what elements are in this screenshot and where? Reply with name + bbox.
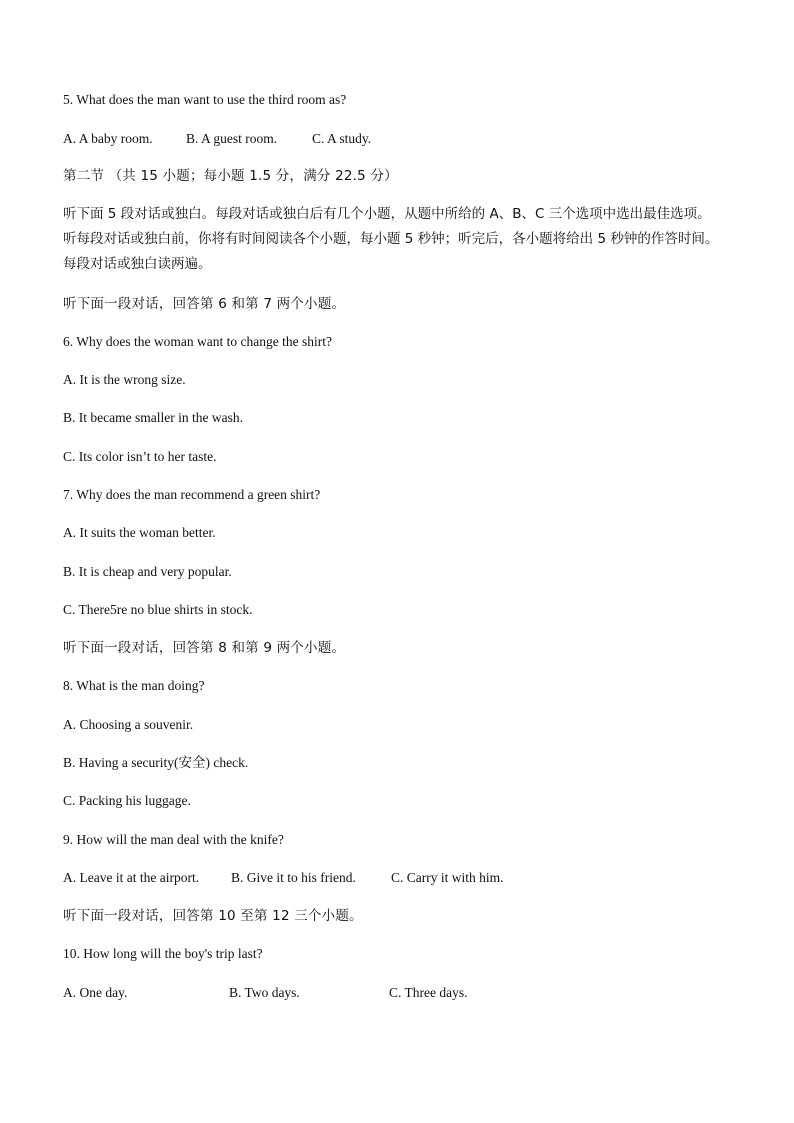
section-header: 第二节 （共 15 小题；每小题 1.5 分，满分 22.5 分） <box>63 168 398 184</box>
option-a: A. It suits the woman better. <box>63 525 216 540</box>
option-a: A. A baby room. <box>63 131 153 146</box>
dialog-instruction: 听下面一段对话，回答第 10 至第 12 三个小题。 <box>63 908 363 924</box>
option-b: B. A guest room. <box>186 131 278 146</box>
instruction-line: 听每段对话或独白前，你将有时间阅读各个小题，每小题 5 秒钟；听完后，各小题将给出 5 秒钟的作答时间。 <box>63 231 719 247</box>
option-b: B. Having a security(安全) check. <box>63 755 249 770</box>
question-7: 7. Why does the man recommend a green shirt? <box>63 487 321 502</box>
option-c: C. Carry it with him. <box>391 870 504 885</box>
question-5-options <box>63 129 763 149</box>
option-a: A. It is the wrong size. <box>63 372 186 387</box>
option-b: B. It became smaller in the wash. <box>63 410 243 425</box>
option-c: C. A study. <box>312 131 372 146</box>
option-a: A. Choosing a souvenir. <box>63 717 194 732</box>
option-a: A. One day. <box>63 985 128 1000</box>
option-c: C. Its color isn’t to her taste. <box>63 449 217 464</box>
question-5: 5. What does the man want to use the third room as? <box>63 92 347 107</box>
option-c: C. Three days. <box>389 985 468 1000</box>
instructions <box>63 202 763 277</box>
question-10: 10. How long will the boy's trip last? <box>63 946 263 961</box>
dialog-instruction: 听下面一段对话，回答第 6 和第 7 两个小题。 <box>63 296 346 312</box>
instruction-line: 每段对话或独白读两遍。 <box>63 256 212 272</box>
option-c: C. There5re no blue shirts in stock. <box>63 602 253 617</box>
question-9-options <box>63 868 763 888</box>
question-10-options <box>63 983 763 1003</box>
option-b: B. Give it to his friend. <box>231 870 356 885</box>
question-9: 9. How will the man deal with the knife? <box>63 832 284 847</box>
question-8: 8. What is the man doing? <box>63 678 205 693</box>
dialog-instruction: 听下面一段对话，回答第 8 和第 9 两个小题。 <box>63 640 346 656</box>
option-c: C. Packing his luggage. <box>63 793 191 808</box>
question-6: 6. Why does the woman want to change the shirt? <box>63 334 332 349</box>
instruction-line: 听下面 5 段对话或独白。每段对话或独白后有几个小题，从题中所给的 A、B、C 三个选项中选出最佳选项。 <box>63 206 711 222</box>
option-a: A. Leave it at the airport. <box>63 870 200 885</box>
option-b: B. It is cheap and very popular. <box>63 564 232 579</box>
option-b: B. Two days. <box>229 985 300 1000</box>
